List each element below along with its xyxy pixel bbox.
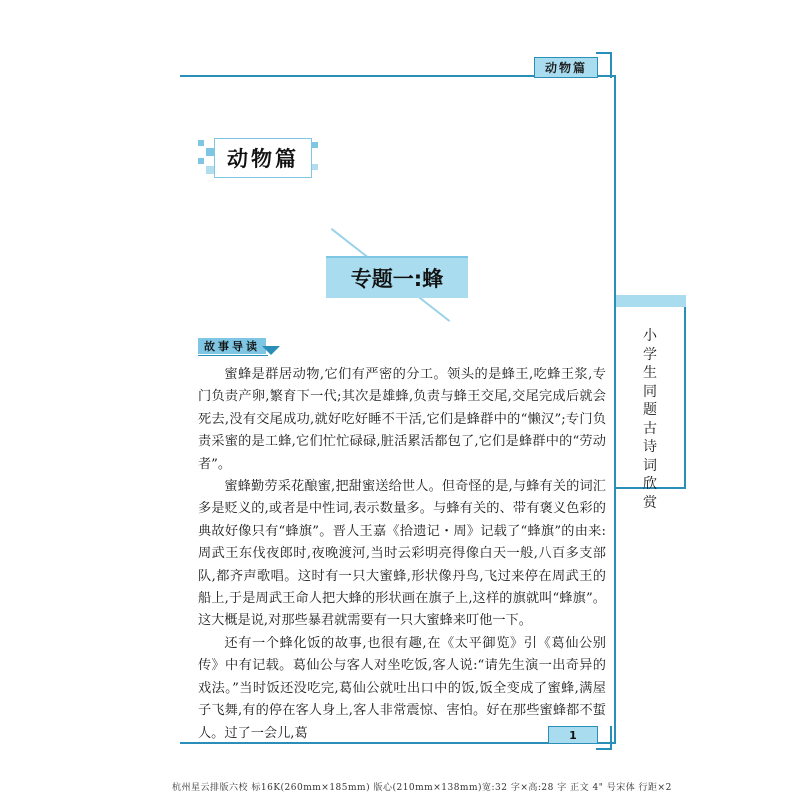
chapter-title: 动物篇: [214, 138, 312, 178]
side-tab-text: 小学生同题古诗词欣赏: [643, 328, 657, 511]
section-label: 故事导读: [198, 338, 266, 354]
side-tab-frame: [616, 307, 686, 511]
decor-square: [312, 164, 318, 170]
decor-square: [206, 148, 214, 156]
chapter-heading: [198, 138, 318, 178]
running-header: 动物篇: [534, 57, 598, 78]
side-tab-band: [616, 295, 686, 307]
paragraph: 蜜蜂是群居动物,它们有严密的分工。领头的是蜂王,吃蜂王浆,专门负责产卵,繁育下一代;其次是雄蜂,负责与蜂王交尾,交尾完成后就会死去,没有交尾成功,就好吃好睡不干活,它们是蜂群中的“懒汉”;专门负责采蜜的是工蜂,它们忙忙碌碌,脏活累活都包了,它们是蜂群中的“劳动者”。: [198, 367, 606, 472]
decor-square: [312, 142, 318, 148]
side-tab: [616, 295, 686, 511]
page-number-corner: [596, 726, 612, 750]
running-header-corner: [596, 52, 612, 78]
section-rule: [198, 355, 268, 356]
paragraph: 还有一个蜂化饭的故事,也很有趣,在《太平御览》引《葛仙公别传》中有记载。葛仙公与客人对坐吃饭,客人说:“请先生演一出奇异的戏法。”当时饭还没吃完,葛仙公就吐出口中的饭,饭全变成了蜜蜂,满屋子飞舞,有的停在客人身上,客人非常震惊、害怕。好在那些蜜蜂都不蜇人。过了一会儿,葛: [198, 635, 606, 741]
decor-square: [206, 166, 214, 174]
paragraph: 蜜蜂勤劳采花酿蜜,把甜蜜送给世人。但奇怪的是,与蜂有关的词汇多是贬义的,或者是中性词,表示数量多。与蜂有关的、带有褒义色彩的典故好像只有“蜂旗”。晋人王嘉《拾遗记・周》记载了“蜂旗”的由来:周武王东伐夜郎时,夜晚渡河,当时云彩明亮得像白天一般,八百多支部队,都齐声歌唱。这时有一只大蜜蜂,形状像丹鸟,飞过来停在周武王的船上,于是周武王命人把大蜂的形状画在旗子上,这样的旗就叫“蜂旗”。这大概是说,对那些暴君就需要有一只大蜜蜂来叮他一下。: [198, 479, 606, 629]
body-text: [198, 364, 606, 745]
section-arrow-icon: [262, 346, 280, 355]
decor-square: [198, 140, 204, 146]
print-footer: 杭州星云排版六校 标16K(260mm×185mm) 版心(210mm×138mm)宽:32 字×高:28 字 正文 4" 号宋体 行距×2: [172, 783, 672, 793]
decor-square: [198, 158, 204, 164]
page-number: 1: [548, 726, 598, 744]
topic-title: 专题一:蜂: [326, 256, 468, 298]
